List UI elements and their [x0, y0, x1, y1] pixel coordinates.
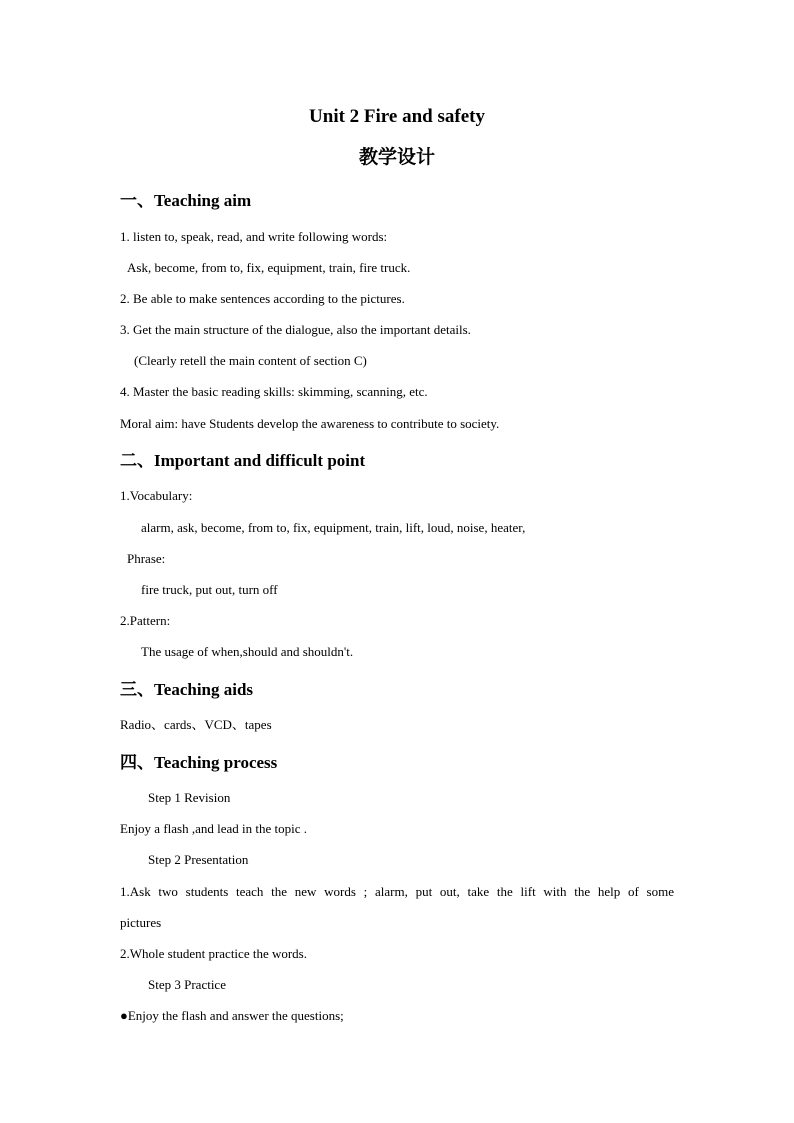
section-heading-teaching-aim: 一、Teaching aim — [120, 191, 252, 210]
aim-line-2: Ask, become, from to, fix, equipment, train, fire truck. — [127, 260, 411, 275]
process-line-6: 2.Whole student practice the words. — [120, 946, 307, 961]
page-title: Unit 2 Fire and safety — [309, 106, 485, 127]
process-line-8: ●Enjoy the flash and answer the questions; — [120, 1008, 344, 1023]
points-line-5: 2.Pattern: — [120, 613, 171, 628]
aim-line-6: 4. Master the basic reading skills: skimming, scanning, etc. — [120, 384, 428, 399]
process-line-1: Step 1 Revision — [148, 790, 231, 805]
points-line-1: 1.Vocabulary: — [120, 488, 193, 503]
aim-line-1: 1. listen to, speak, read, and write following words: — [120, 229, 388, 244]
aim-line-3: 2. Be able to make sentences according to the pictures. — [120, 291, 405, 306]
aim-line-5: (Clearly retell the main content of section C) — [134, 353, 367, 368]
process-line-3: Step 2 Presentation — [148, 852, 249, 867]
page-subtitle: 教学设计 — [358, 147, 435, 168]
points-line-3: Phrase: — [127, 551, 166, 566]
points-line-4: fire truck, put out, turn off — [141, 582, 278, 597]
process-line-2: Enjoy a flash ,and lead in the topic . — [120, 821, 308, 836]
section-heading-teaching-aids: 三、Teaching aids — [120, 680, 254, 699]
points-line-2: alarm, ask, become, from to, fix, equipment, train, lift, loud, noise, heater, — [141, 520, 526, 535]
points-line-6: The usage of when,should and shouldn't. — [141, 644, 354, 659]
aim-line-4: 3. Get the main structure of the dialogue, also the important details. — [120, 322, 471, 337]
process-line-4: 1.Ask two students teach the new words ; alarm, put out, take the lift with the help of some — [120, 884, 674, 899]
section-heading-teaching-process: 四、Teaching process — [120, 753, 278, 772]
process-line-7: Step 3 Practice — [148, 977, 226, 992]
aim-line-7: Moral aim: have Students develop the awareness to contribute to society. — [120, 416, 500, 431]
process-line-5: pictures — [120, 915, 162, 930]
section-heading-important-points: 二、Important and difficult point — [120, 451, 366, 470]
aids-line-1: Radio、cards、VCD、tapes — [120, 717, 272, 732]
